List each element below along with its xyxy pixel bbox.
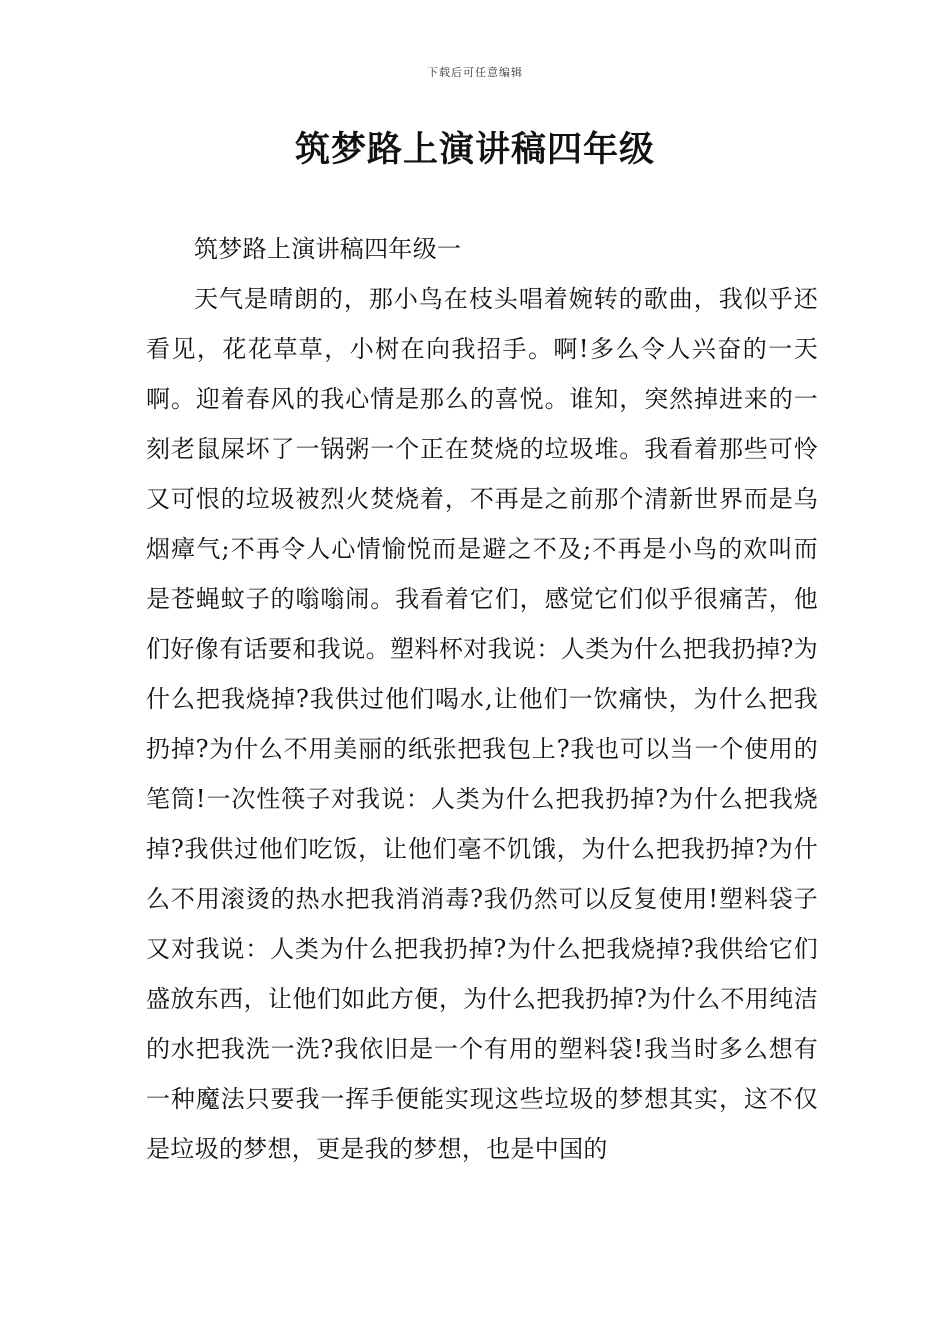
header-note: 下载后可任意编辑 bbox=[427, 66, 523, 79]
document-subtitle: 筑梦路上演讲稿四年级一 bbox=[194, 235, 462, 263]
document-body bbox=[146, 224, 818, 1174]
body-paragraph: 天气是晴朗的，那小鸟在枝头唱着婉转的歌曲，我似乎还看见，花花草草，小树在向我招手。啊!多么令人兴奋的一天啊。迎着春风的我心情是那么的喜悦。谁知，突然掉进来的一刻老鼠屎坏了一锅粥一个正在焚烧的垃圾堆。我看着那些可怜又可恨的垃圾被烈火焚烧着，不再是之前那个清新世界而是乌烟瘴气;不再令人心情愉悦而是避之不及;不再是小鸟的欢叫而是苍蝇蚊子的嗡嗡闹。我看着它们，感觉它们似乎很痛苦，他们好像有话要和我说。塑料杯对我说：人类为什么把我扔掉?为什么把我烧掉?我供过他们喝水,让他们一饮痛快，为什么把我扔掉?为什么不用美丽的纸张把我包上?我也可以当一个使用的笔筒!一次性筷子对我说：人类为什么把我扔掉?为什么把我烧掉?我供过他们吃饭，让他们毫不饥饿，为什么把我扔掉?为什么不用滚烫的热水把我消消毒?我仍然可以反复使用!塑料袋子又对我说：人类为什么把我扔掉?为什么把我烧掉?我供给它们盛放东西，让他们如此方便，为什么把我扔掉?为什么不用纯洁的水把我洗一洗?我依旧是一个有用的塑料袋!我当时多么想有一种魔法只要我一挥手便能实现这些垃圾的梦想其实，这不仅是垃圾的梦想，更是我的梦想，也是中国的 bbox=[146, 285, 818, 1163]
document-title: 筑梦路上演讲稿四年级 bbox=[294, 129, 655, 170]
